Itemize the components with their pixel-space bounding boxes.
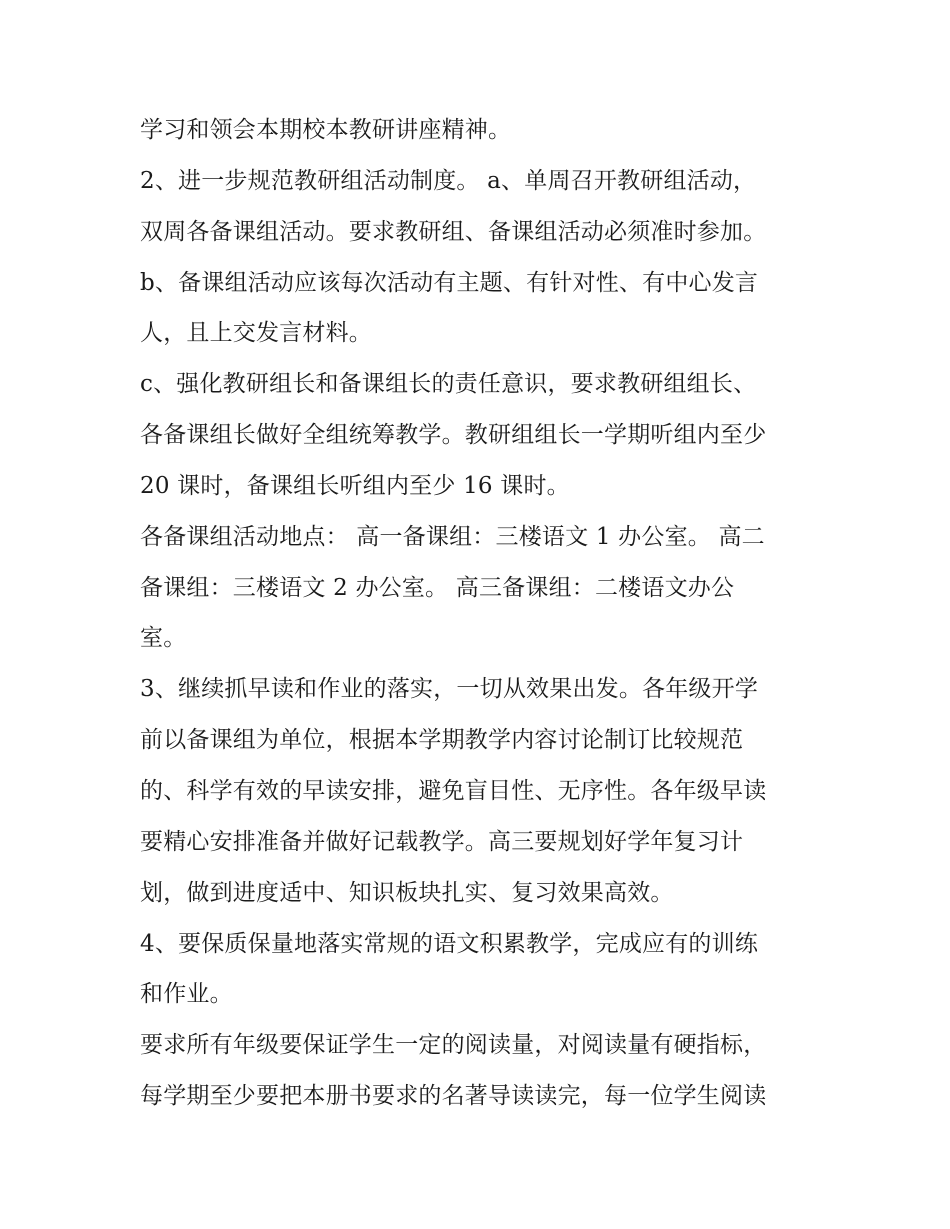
text-line: 学习和领会本期校本教研讲座精神。 xyxy=(140,117,512,143)
text-line: 各备课组长做好全组统筹教学。教研组组长一学期听组内至少 xyxy=(140,422,767,449)
text-line: 要求所有年级要保证学生一定的阅读量，对阅读量有硬指标， xyxy=(140,1032,767,1059)
text-line: 4、要保质保量地落实常规的语文积累教学，完成应有的训练 xyxy=(140,930,759,957)
text-line: 各备课组活动地点： 高一备课组：三楼语文 1 办公室。 高二 xyxy=(140,523,765,550)
text-line: 双周各备课组活动。要求教研组、备课组活动必须准时参加。 xyxy=(140,218,767,245)
text-line: 备课组：三楼语文 2 办公室。 高三备课组：二楼语文办公 xyxy=(140,574,735,601)
text-line: b、备课组活动应该每次活动有主题、有针对性、有中心发言 xyxy=(140,269,759,296)
text-line: 要精心安排准备并做好记载教学。高三要规划好学年复习计 xyxy=(140,828,744,855)
text-line: c、强化教研组长和备课组长的责任意识，要求教研组组长、 xyxy=(140,371,757,398)
text-line: 和作业。 xyxy=(140,981,233,1008)
text-line: 划，做到进度适中、知识板块扎实、复习效果高效。 xyxy=(140,879,674,906)
text-line: 3、继续抓早读和作业的落实，一切从效果出发。各年级开学 xyxy=(140,676,759,703)
text-line: 前以备课组为单位，根据本学期教学内容讨论制订比较规范 xyxy=(140,727,744,754)
text-line: 每学期至少要把本册书要求的名著导读读完，每一位学生阅读 xyxy=(140,1083,767,1110)
text-line: 人，且上交发言材料。 xyxy=(140,320,372,347)
text-line: 20 课时，备课组长听组内至少 16 课时。 xyxy=(140,472,570,499)
document-body xyxy=(140,105,830,1122)
text-line: 2、进一步规范教研组活动制度。 a、单周召开教研组活动， xyxy=(140,167,757,194)
text-line: 室。 xyxy=(140,625,187,652)
text-line: 的、科学有效的早读安排，避免盲目性、无序性。各年级早读 xyxy=(140,777,767,804)
